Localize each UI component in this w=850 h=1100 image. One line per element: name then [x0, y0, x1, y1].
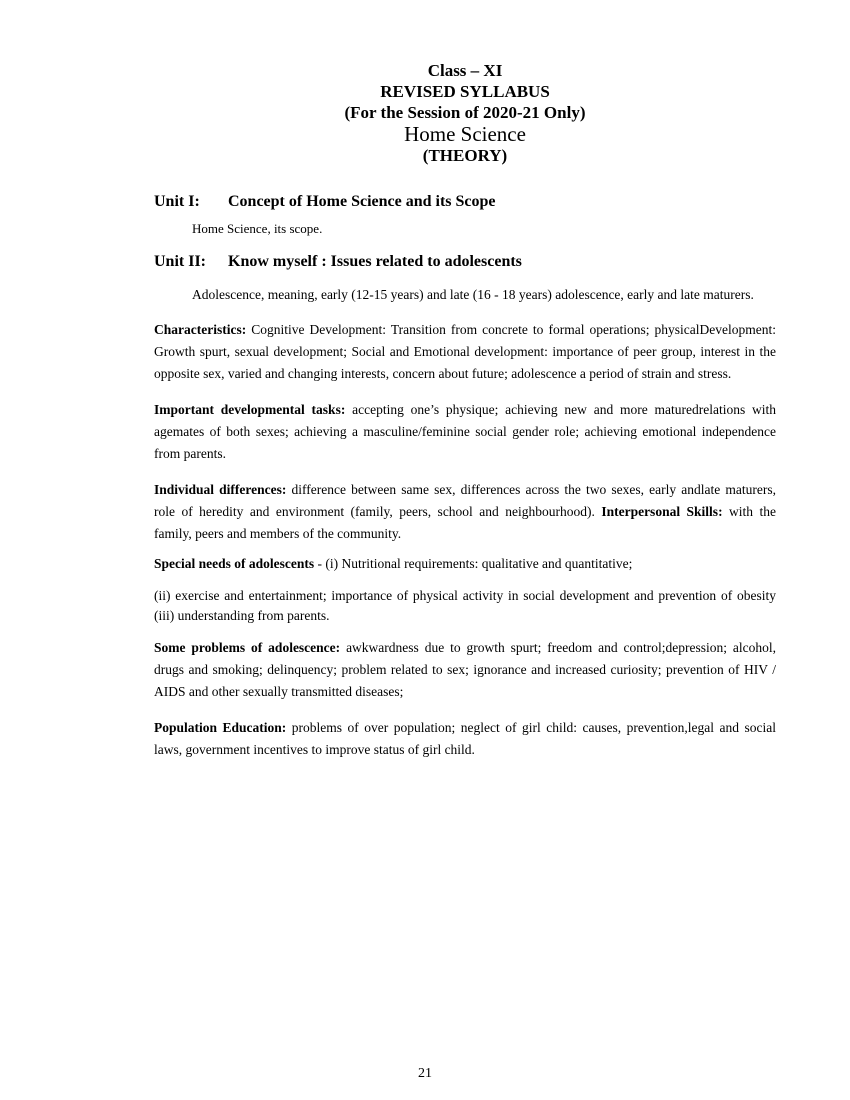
- tasks-paragraph: [154, 399, 776, 465]
- population-label: Population Education:: [154, 720, 287, 735]
- interpersonal-text: with the family, peers and members of the community.: [154, 504, 776, 541]
- population-text: problems of over population; neglect of girl child: causes, prevention,legal and social laws, government incentives to improve status of girl child.: [154, 720, 776, 757]
- unit-1-title: Concept of Home Science and its Scope: [228, 193, 496, 210]
- needs-label: Special needs of adolescents: [154, 556, 315, 571]
- characteristics-paragraph: [154, 319, 776, 385]
- characteristics-label: Characteristics:: [154, 322, 247, 337]
- unit-1-heading: [154, 193, 776, 211]
- problems-label: Some problems of adolescence:: [154, 640, 341, 655]
- needs-paragraph: [154, 553, 776, 575]
- differences-text: difference between same sex, differences across the two sexes, early andlate maturers, role of heredity and environment (family, peers, school and neighbourhood).: [154, 482, 776, 519]
- class-line: Class – XI: [427, 61, 503, 80]
- theory-line: (THEORY): [422, 146, 508, 165]
- tasks-label: Important developmental tasks:: [154, 402, 346, 417]
- needs-text: - (i) Nutritional requirements: qualitative and quantitative;: [314, 556, 633, 571]
- differences-label: Individual differences:: [154, 482, 287, 497]
- characteristics-text: Cognitive Development: Transition from concrete to formal operations; physicalDevelopment: Growth spurt, sexual development; Social and Emotional development: importance of peer group, interest in the opposite sex, varied and changing interests, concern about future; adolescence a period of strain and stress.: [154, 322, 776, 381]
- interpersonal-label: Interpersonal Skills:: [601, 504, 723, 519]
- unit-2-intro: Adolescence, meaning, early (12-15 years) and late (16 - 18 years) adolescence, early and late maturers.: [192, 287, 754, 302]
- tasks-text: accepting one’s physique; achieving new and more maturedrelations with agemates of both sexes; achieving a masculine/feminine social gender role; achieving emotional independence from parents.: [154, 402, 777, 461]
- population-paragraph: [154, 717, 776, 761]
- unit-1-text: Home Science, its scope.: [192, 221, 323, 236]
- revised-syllabus-line: REVISED SYLLABUS: [380, 82, 550, 101]
- needs-continued-paragraph: (ii) exercise and entertainment; importance of physical activity in social development and prevention of obesity (iii) understanding from parents.: [154, 588, 776, 623]
- subject-title: Home Science: [404, 122, 526, 146]
- document-header: [154, 60, 776, 166]
- problems-paragraph: [154, 637, 776, 703]
- unit-2-heading: [154, 253, 776, 271]
- unit-2-number: Unit II:: [154, 253, 207, 270]
- differences-paragraph: [154, 479, 776, 545]
- session-line: (For the Session of 2020-21 Only): [344, 103, 586, 122]
- page-number: 21: [418, 1066, 432, 1081]
- unit-2-title: Know myself : Issues related to adolescents: [228, 253, 522, 270]
- document-page: [154, 60, 776, 761]
- problems-text: awkwardness due to growth spurt; freedom and control;depression; alcohol, drugs and smoking; delinquency; problem related to sex; ignorance and increased curiosity; prevention of HIV / AIDS and other sexually transmitted diseases;: [154, 640, 776, 699]
- unit-1-number: Unit I:: [154, 193, 200, 210]
